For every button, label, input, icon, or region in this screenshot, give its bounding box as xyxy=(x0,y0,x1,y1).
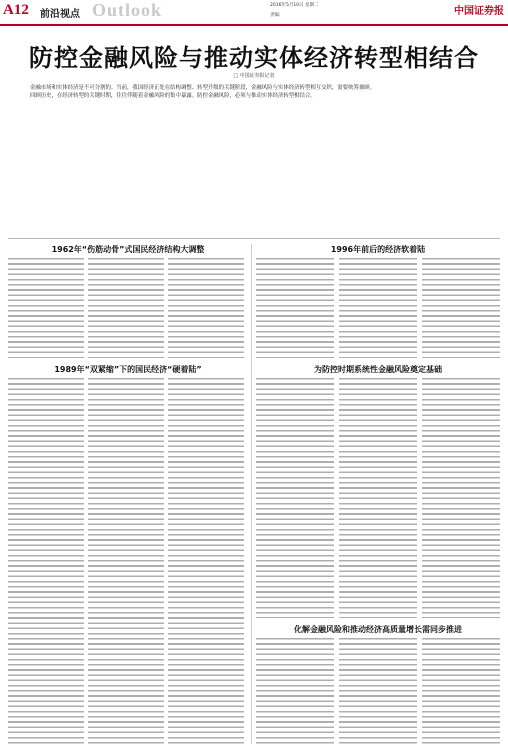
section-name: 前沿视点 xyxy=(40,9,80,20)
section-heading: 1989年“双紧缩”下的国民经济“硬着陆” xyxy=(54,365,202,374)
body-text-block xyxy=(256,378,334,618)
section-name-en: Outlook xyxy=(92,0,163,20)
column-rule xyxy=(251,244,252,744)
article-headline: 防控金融风险与推动实体经济转型相结合 xyxy=(29,44,479,72)
section-heading: 1996年前后的经济软着陆 xyxy=(330,245,426,254)
body-text-block xyxy=(88,378,164,744)
body-text-block xyxy=(422,258,500,358)
lead-paragraph: 回顾历史，在经济转型的关键时期，往往伴随着金融风险的集中暴露。防控金融风险，必须与推动实体经济转型相结合。 xyxy=(30,93,316,99)
body-text-block xyxy=(88,258,164,358)
lead-divider xyxy=(8,238,500,239)
issue-date: 2016年5月10日 星期二 xyxy=(270,3,319,8)
body-text-block xyxy=(168,258,244,358)
body-text-block xyxy=(8,258,84,358)
editor-credit: 责编: xyxy=(270,13,281,18)
lead-paragraph: 金融市场和实体经济是不可分割的。当前，我国经济正处在结构调整、转型升级的关键阶段，金融风险与实体经济转型相互交织，需要统筹兼顾。 xyxy=(30,85,376,91)
page-number: A12 xyxy=(3,2,29,18)
section-heading: 为防控时期系统性金融风险奠定基础 xyxy=(314,365,442,374)
article-byline: □ 中国证券报记者 xyxy=(233,73,275,79)
body-text-block xyxy=(422,378,500,618)
body-text-block xyxy=(422,638,500,744)
body-text-block xyxy=(339,258,417,358)
body-text-block xyxy=(339,638,417,744)
section-heading: 1962年“伤筋动骨”式国民经济结构大调整 xyxy=(51,245,205,254)
article-lead xyxy=(20,84,490,100)
body-text-block xyxy=(339,378,417,618)
body-text-block xyxy=(256,258,334,358)
body-text-block xyxy=(8,378,84,744)
body-text-block xyxy=(168,378,244,744)
page-header xyxy=(0,0,508,26)
newspaper-masthead: 中国证券报 xyxy=(454,6,504,17)
section-heading: 化解金融风险和推动经济高质量增长需同步推进 xyxy=(294,625,462,634)
body-text-block xyxy=(256,638,334,744)
